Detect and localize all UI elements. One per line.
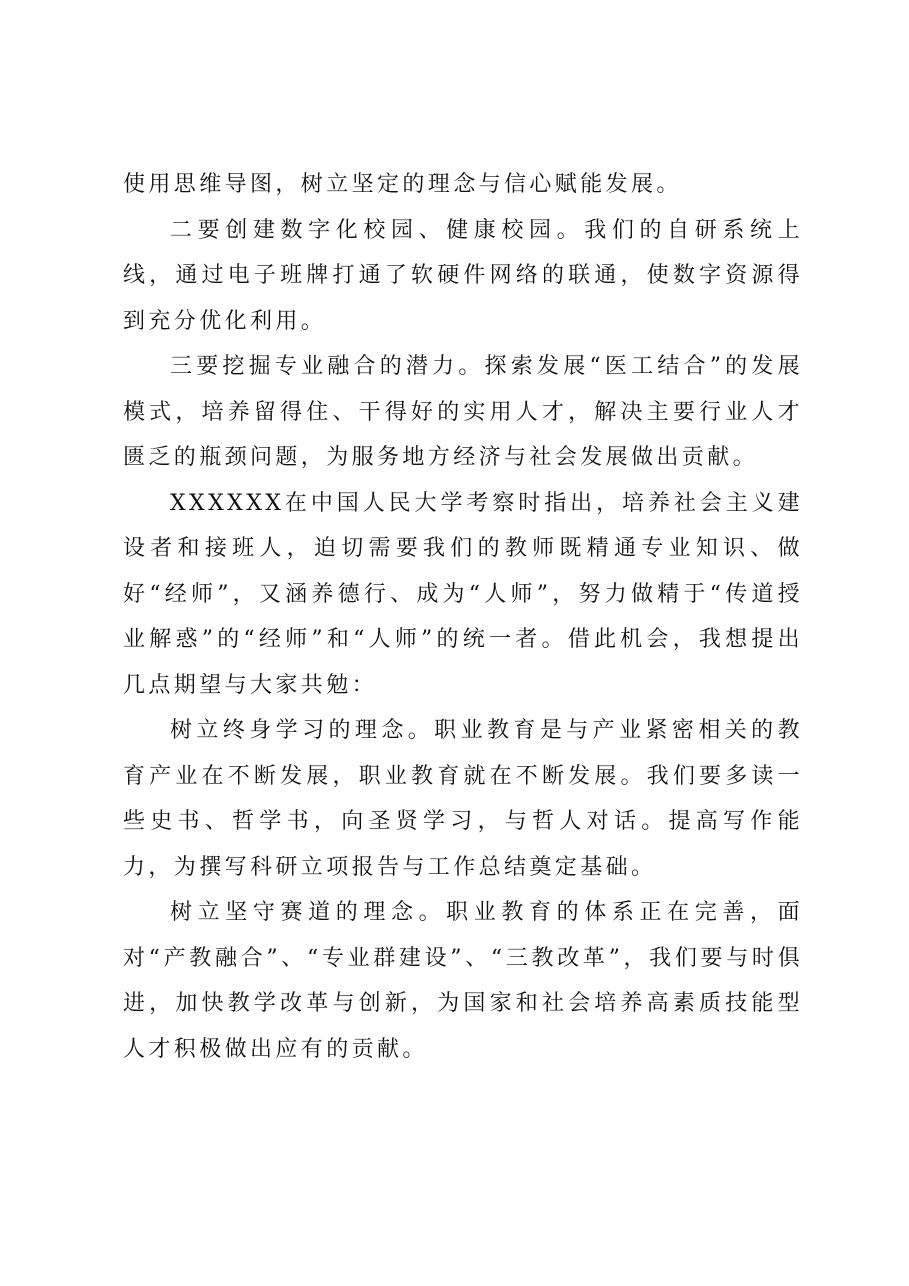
paragraph-teacher-expectation: XXXXXX在中国人民大学考察时指出，培养社会主义建设者和接班人，迫切需要我们的教师既精通专业知识、做好“经师”，又涵养德行、成为“人师”，努力做精于“传道授业解惑”的“经师”和“人师”的统一者。借此机会，我想提出几点期望与大家共勉： (123, 490, 803, 698)
document-body (123, 162, 803, 1072)
paragraph-stay-on-track: 树立坚守赛道的理念。职业教育的体系正在完善，面对“产教融合”、“专业群建设”、“三教改革”，我们要与时俱进，加快教学改革与创新，为国家和社会培养高素质技能型人才积极做出应有的贡献。 (123, 900, 803, 1062)
paragraph-continuation: 使用思维导图，树立坚定的理念与信心赋能发展。 (123, 172, 682, 197)
paragraph-digital-campus: 二要创建数字化校园、健康校园。我们的自研系统上线，通过电子班牌打通了软硬件网络的联通，使数字资源得到充分优化利用。 (123, 217, 803, 334)
paragraph-lifelong-learning: 树立终身学习的理念。职业教育是与产业紧密相关的教育产业在不断发展，职业教育就在不断发展。我们要多读一些史书、哲学书，向圣贤学习，与哲人对话。提高写作能力，为撰写科研立项报告与工作总结奠定基础。 (123, 718, 803, 880)
paragraph-specialty-integration: 三要挖掘专业融合的潜力。探索发展“医工结合”的发展模式，培养留得住、干得好的实用人才，解决主要行业人才匮乏的瓶颈问题，为服务地方经济与社会发展做出贡献。 (123, 354, 803, 470)
